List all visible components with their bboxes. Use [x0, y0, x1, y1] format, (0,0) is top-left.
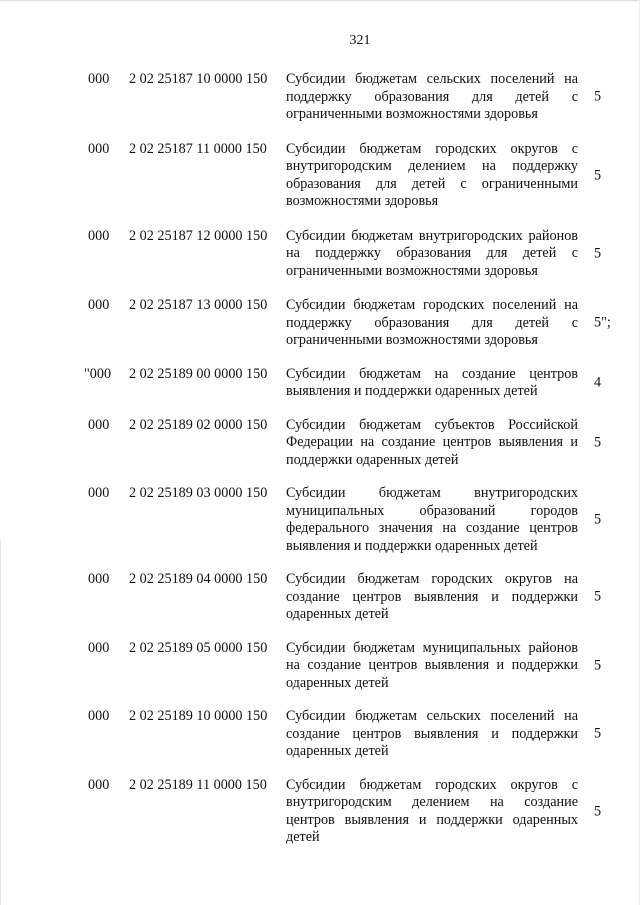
row-description: Субсидии бюджетам сельских поселений на поддержку образования для детей с ограниченными возможностями здоровья: [286, 71, 578, 122]
admin-code: 000: [88, 297, 110, 313]
budget-code: 2 02 25189 04 0000 150: [129, 571, 268, 587]
row-description: Субсидии бюджетам внутригородских муниципальных образований городов федерального значения на создание центров выявления и поддержки одаренных детей: [286, 485, 578, 554]
row-value: 5: [594, 657, 602, 673]
row-description: Субсидии бюджетам городских округов с внутригородским делением на поддержку образования для детей с ограниченными возможностями здоровья: [286, 140, 578, 209]
page-number: 321: [349, 33, 371, 48]
table-row: [0, 777, 640, 847]
admin-code: 000: [88, 485, 110, 501]
table-row: [0, 571, 640, 624]
row-value: 5: [594, 245, 602, 261]
admin-code: 000: [88, 140, 110, 157]
table-row: [0, 708, 640, 761]
budget-code: 2 02 25189 03 0000 150: [129, 485, 268, 501]
budget-code-table: [0, 71, 640, 847]
table-row: [0, 71, 640, 124]
budget-code: 2 02 25189 11 0000 150: [129, 776, 267, 793]
row-description: Субсидии бюджетам субъектов Российской Федерации на создание центров выявления и поддержки одаренных детей: [286, 416, 578, 468]
row-value: 5: [594, 88, 602, 105]
row-description: Субсидии бюджетам на создание центров выявления и поддержки одаренных детей: [286, 365, 578, 399]
admin-code: 000: [88, 639, 110, 656]
budget-code: 2 02 25187 11 0000 150: [129, 140, 267, 157]
budget-code: 2 02 25187 13 0000 150: [129, 297, 268, 313]
row-value: 5: [594, 588, 602, 605]
row-value: 5: [594, 511, 602, 528]
admin-code: 000: [88, 227, 110, 244]
budget-code: 2 02 25187 10 0000 150: [129, 71, 268, 87]
table-row: [0, 297, 640, 350]
budget-code: 2 02 25189 10 0000 150: [129, 708, 268, 724]
row-value: 5: [594, 802, 602, 819]
row-description: Субсидии бюджетам городских поселений на поддержку образования для детей с ограниченными возможностями здоровья: [286, 297, 578, 348]
row-value: 4: [594, 374, 602, 391]
table-row: [0, 485, 640, 555]
budget-code: 2 02 25189 00 0000 150: [129, 365, 268, 382]
row-description: Субсидии бюджетам городских округов на создание центров выявления и поддержки одаренных детей: [286, 571, 578, 622]
table-row: [0, 640, 640, 693]
admin-code: 000: [88, 708, 110, 724]
admin-code: 000: [88, 571, 110, 587]
row-description: Субсидии бюджетам внутригородских районов на поддержку образования для детей с ограниченными возможностями здоровья: [286, 227, 578, 279]
admin-code: 000: [88, 776, 110, 793]
admin-code: "000: [84, 365, 112, 382]
budget-code: 2 02 25187 12 0000 150: [129, 227, 268, 244]
row-value: 5";: [594, 314, 611, 331]
table-row: [0, 141, 640, 211]
budget-code: 2 02 25189 02 0000 150: [129, 416, 268, 433]
admin-code: 000: [88, 416, 110, 433]
table-row: [0, 228, 640, 281]
scan-top-edge: [0, 0, 640, 1]
row-value: 5: [594, 166, 602, 183]
budget-code: 2 02 25189 05 0000 150: [129, 639, 268, 656]
table-row: [0, 366, 640, 401]
admin-code: 000: [88, 71, 110, 87]
row-value: 5: [594, 725, 602, 742]
row-value: 5: [594, 434, 602, 450]
row-description: Субсидии бюджетам городских округов с внутригородским делением на создание центров выявления и поддержки одаренных детей: [286, 776, 578, 845]
table-row: [0, 417, 640, 470]
row-description: Субсидии бюджетам сельских поселений на создание центров выявления и поддержки одаренных детей: [286, 708, 578, 759]
row-description: Субсидии бюджетам муниципальных районов на создание центров выявления и поддержки одаренных детей: [286, 639, 578, 691]
